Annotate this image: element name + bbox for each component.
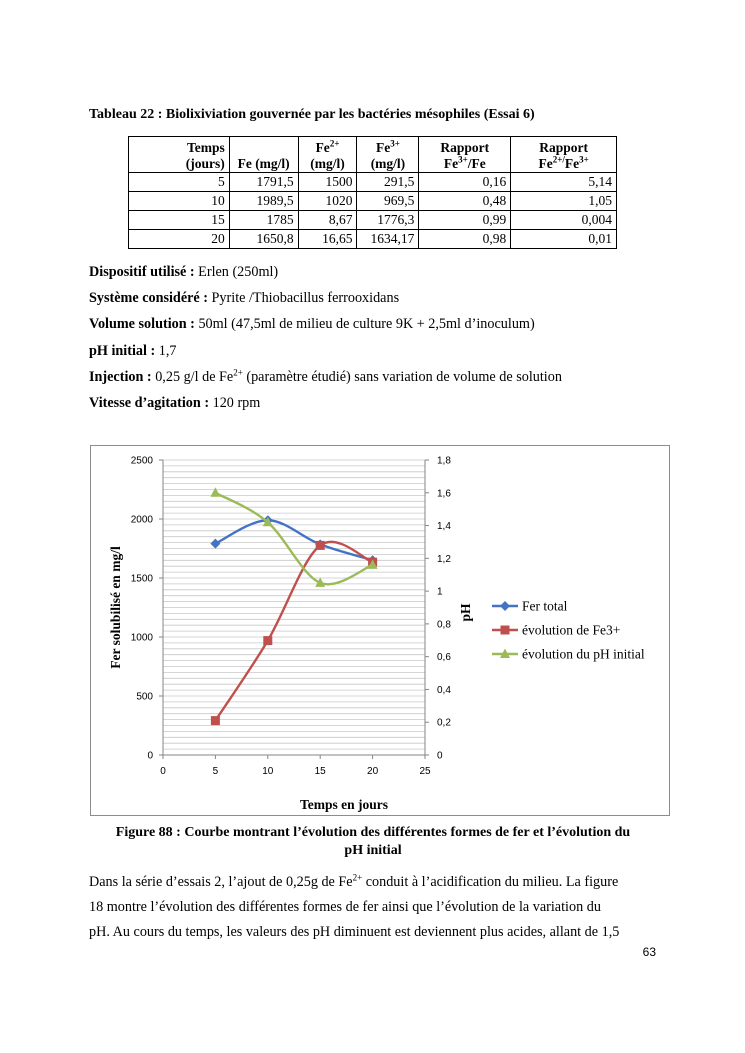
series-2-point [211,716,220,725]
table-cell: 1500 [298,173,357,192]
table-cell: 291,5 [357,173,419,192]
y2-tick-label: 1,8 [437,455,451,467]
table-cell: 1791,5 [229,173,298,192]
param-dispositif: Dispositif utilisé : Erlen (250ml) [89,264,279,280]
table-cell: 1650,8 [229,230,298,249]
param-vitesse: Vitesse d’agitation : 120 rpm [89,394,261,411]
y-tick-label: 1500 [130,573,153,585]
table-cell: 1989,5 [229,192,298,211]
paragraph-line: 18 montre l’évolution des différentes formes de fer ainsi que l’évolution de la variation du [89,899,601,915]
table-cell: 15 [129,211,230,230]
x-tick-label: 25 [419,766,431,777]
y2-tick-label: 1,4 [437,521,451,533]
y-tick-label: 2500 [130,455,153,467]
paragraph-line: pH. Au cours du temps, les valeurs des pH diminuent est deviennent plus acides, allant de 1,5 [89,924,620,940]
header-rapport-fe3-fe: Rapport $Fe^{3+}/Fe$ [419,137,511,173]
table-cell: 5,14 [511,173,617,192]
table-cell: 8,67 [298,211,357,230]
legend-label: Fer total [522,598,568,614]
y2-tick-label: 1 [437,586,443,598]
body-paragraph [89,870,657,945]
y2-tick-label: 0,4 [437,684,451,696]
x-axis-title: Temps en jours [299,797,389,812]
table-cell: 0,01 [511,230,617,249]
series-2-point [316,541,325,550]
table-cell: 1634,17 [357,230,419,249]
y2-tick-label: 0,2 [437,717,451,729]
table-row [129,230,617,249]
legend-label: évolution du pH initial [522,646,645,662]
table-cell: 969,5 [357,192,419,211]
table-row [129,192,617,211]
table-cell: 20 [129,230,230,249]
header-fe3: $Fe^{3+}$ (mg/l) [357,137,419,173]
table-cell: 10 [129,192,230,211]
x-tick-label: 20 [367,766,379,777]
x-tick-label: 0 [160,766,166,777]
param-ph-initial: pH initial : 1,7 [89,342,177,359]
y-axis-title: Fer solubilisé en mg/l [108,546,123,669]
table-cell: 0,48 [419,192,511,211]
y2-axis-title: pH [458,603,473,622]
header-fe: Fe (mg/l) [229,137,298,173]
table-cell: 0,16 [419,173,511,192]
table-cell: 5 [129,173,230,192]
legend-swatch-marker [501,626,510,635]
table-cell: 16,65 [298,230,357,249]
param-injection: Injection : 0,25 g/l de $Fe^{2+}$ (paramètre étudié) sans variation de volume de solution [89,367,562,385]
page-number: 63 [642,945,656,959]
table-cell: 1,05 [511,192,617,211]
table-cell: 0,98 [419,230,511,249]
table-cell: 1785 [229,211,298,230]
y-tick-label: 500 [136,691,153,703]
table-header-row [129,137,617,173]
experiment-parameters [89,263,562,420]
y-tick-label: 2000 [130,514,153,526]
table-row [129,173,617,192]
header-rapport-fe2-fe3: Rapport $Fe^{2+/}Fe^{3+}$ [511,137,617,173]
figure-caption-line: Figure 88 : Courbe montrant l’évolution des différentes formes de fer et l’évolution du [115,825,631,840]
table-cell: 0,99 [419,211,511,230]
header-fe2: $Fe^{2+}$ (mg/l) [298,137,357,173]
param-systeme: Système considéré : Pyrite /Thiobacillus ferrooxidans [89,290,400,307]
x-tick-label: 15 [314,766,326,777]
table-caption: Tableau 22 : Biolixiviation gouvernée par les bactéries mésophiles (Essai 6) [89,107,535,122]
y2-tick-label: 0,6 [437,652,451,664]
header-temps: Temps (jours) [129,137,230,173]
y2-tick-label: 0,8 [437,619,451,631]
series-2-point [263,636,272,645]
legend-label: évolution de Fe3+ [522,622,621,638]
paragraph-line: Dans la série d’essais 2, l’ajout de 0,25g de $Fe^{2+}$ conduit à l’acidification du milieu. La figure [89,872,619,890]
chart-container [90,445,670,816]
table-cell: 0,004 [511,211,617,230]
table-row [129,211,617,230]
y2-tick-label: 1,2 [437,553,451,565]
y2-tick-label: 0 [437,750,443,762]
figure-caption [89,824,657,860]
y-tick-label: 1000 [130,632,153,644]
y-tick-label: 0 [147,750,153,762]
data-table [128,136,617,249]
x-tick-label: 10 [262,766,274,777]
table-cell: 1776,3 [357,211,419,230]
figure-caption-line: pH initial [344,843,402,858]
table-cell: 1020 [298,192,357,211]
param-volume: Volume solution : 50ml (47,5ml de milieu de culture 9K + 2,5ml d’inoculum) [89,316,535,333]
line-chart [90,445,670,816]
x-tick-label: 5 [212,766,219,777]
y2-tick-label: 1,6 [437,488,451,500]
